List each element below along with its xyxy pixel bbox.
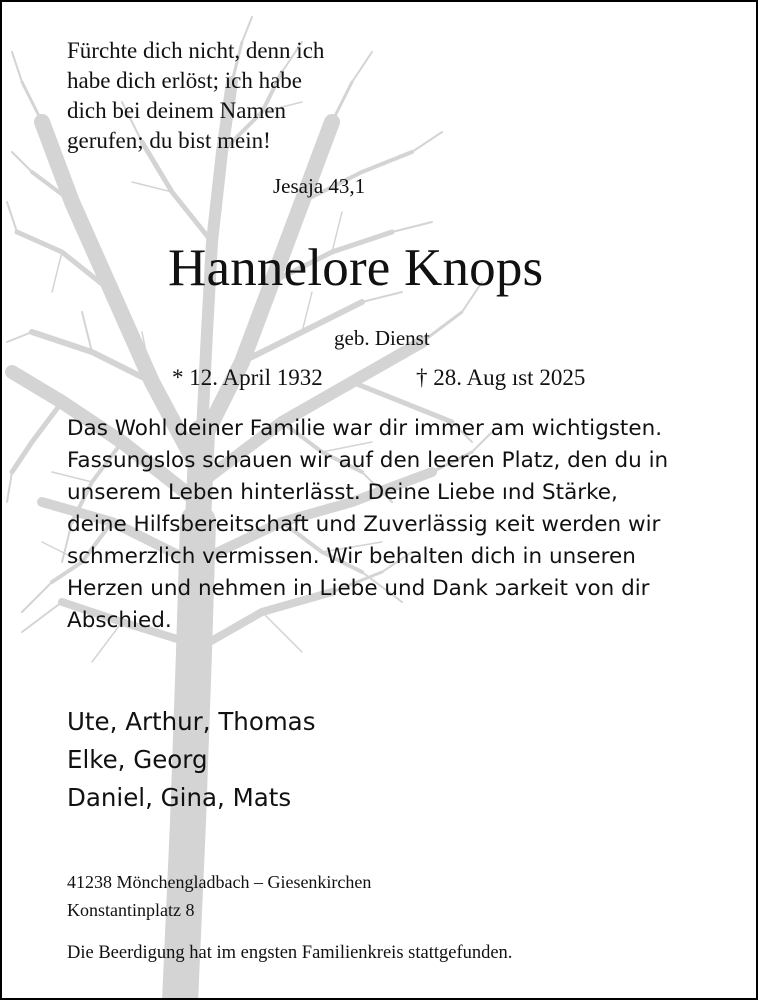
address-block (67, 868, 371, 924)
mourner-line: Ute, Arthur, Thomas (67, 707, 316, 736)
mourner-line: Elke, Georg (67, 745, 208, 774)
birth-name: geb. Dienst (334, 326, 430, 350)
message-line: Abschied. (67, 608, 172, 633)
address-line: Konstantinplatz 8 (67, 900, 195, 920)
message-line: Fassungslos schauen wir auf den leeren Platz, den du in (67, 448, 669, 473)
bible-verse (67, 36, 324, 156)
verse-reference: Jesaja 43,1 (273, 174, 366, 198)
message-line: deine Hilfsbereitschaft und Zuverlässig ĸeit werden wir (67, 512, 661, 537)
mourners-list (67, 703, 315, 817)
birth-date: * 12. April 1932 (172, 365, 323, 390)
address-line: 41238 Mönchengladbach – Giesenkirchen (67, 872, 372, 892)
funeral-note: Die Beerdigung hat im engsten Familienkreis stattgefunden. (67, 943, 513, 963)
deceased-name: Hannelore Knops (168, 239, 544, 297)
message-line: schmerzlich vermissen. Wir behalten dich in unseren (67, 544, 636, 569)
verse-line: habe dich erlöst; ich habe (67, 68, 303, 93)
verse-line: gerufen; du bist mein! (67, 128, 271, 153)
message-line: Das Wohl deiner Familie war dir immer am wichtigsten. (67, 416, 663, 441)
message-line: unserem Leben hinterlässt. Deine Liebe ınd Stärke, (67, 480, 618, 505)
mourner-line: Daniel, Gina, Mats (67, 783, 292, 812)
obituary-message (67, 413, 668, 637)
message-line: Herzen und nehmen in Liebe und Dank ɔarkeit von dir (67, 576, 650, 601)
death-date: † 28. Aug ıst 2025 (416, 365, 586, 390)
verse-line: Fürchte dich nicht, denn ich (67, 38, 325, 63)
verse-line: dich bei deinem Namen (67, 98, 287, 123)
